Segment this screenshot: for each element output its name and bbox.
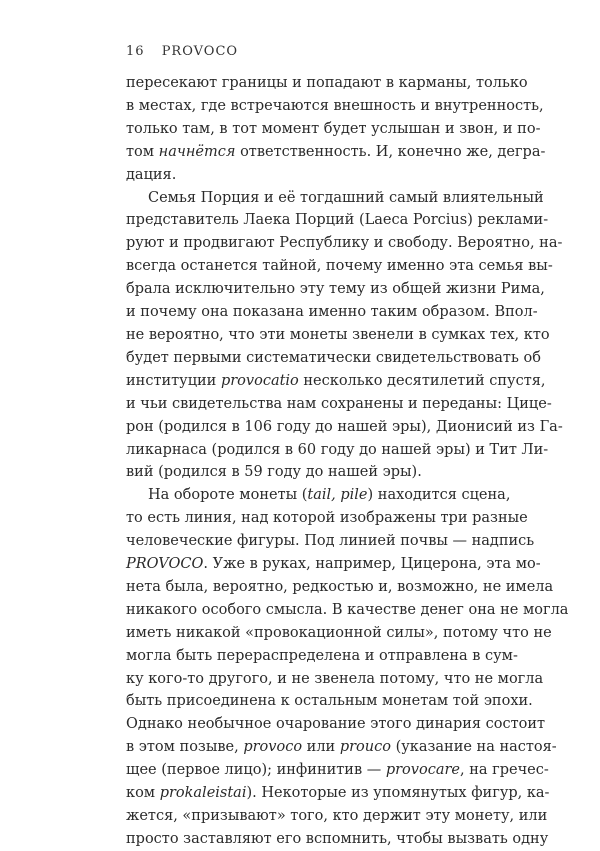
text-segment: ) находится сцена, [367, 487, 511, 504]
text-segment: только там, в тот момент будет услышан и звон, и по- [126, 120, 541, 137]
text-line [126, 118, 541, 141]
text-line: нета была, вероятно, редкостью и, возможно, не имела [126, 578, 554, 595]
text-line: иметь никакой «провокационной силы», потому что не [126, 624, 552, 641]
italic-term: provoco [243, 739, 303, 756]
italic-term: начнётся [158, 143, 236, 160]
text-line: пересекают границы и попадают в карманы, только [126, 75, 528, 91]
text-line [126, 759, 549, 782]
running-head [126, 44, 238, 59]
text-line: рон (родился в 106 году до нашей эры), Дионисий из Га- [126, 418, 563, 435]
text-segment: несколько десятилетий спустя, [298, 372, 546, 389]
page-number: 16 [126, 44, 145, 59]
text-segment: в этом позыве, [126, 739, 244, 756]
text-segment: ). Некоторые из упомянутых фигур, ка- [246, 785, 550, 802]
text-segment: Семья Порция и её тогдашний самый влиятельный [148, 189, 544, 206]
text-line: никакого особого смысла. В качестве денег она не могла [126, 601, 569, 618]
text-line: быть присоединена к остальным монетам той эпохи. [126, 693, 533, 710]
text-line: всегда останется тайной, почему именно эта семья вы- [126, 258, 553, 275]
text-line [126, 782, 550, 805]
text-line: и почему она показана именно таким образом. Впол- [126, 304, 538, 321]
text-segment: . Уже в руках, например, Цицерона, эта мо- [203, 556, 541, 573]
text-line [126, 141, 546, 164]
text-line: брала исключительно эту тему из общей жизни Рима, [126, 281, 545, 298]
text-line: руют и продвигают Республику и свободу. Вероятно, на- [126, 235, 563, 252]
text-line: Однако необычное очарование этого динария состоит [126, 716, 546, 733]
text-line: представитель Лаека Порций (Laeca Porcius) реклами- [126, 212, 549, 229]
text-segment: том [126, 143, 159, 160]
text-line: могла быть перераспределена и отправлена в сум- [126, 647, 518, 664]
text-line [126, 736, 557, 759]
text-segment: щее (первое лицо); инфинитив — [126, 762, 386, 779]
text-segment: На обороте монеты ( [148, 487, 308, 504]
italic-term: PROVOCO [126, 556, 204, 573]
text-line: то есть линия, над которой изображены три разные [126, 510, 528, 527]
text-line [126, 370, 546, 393]
text-line: просто заставляют его вспомнить, чтобы вызвать одну [126, 830, 549, 847]
running-title: PROVOCO [161, 44, 239, 59]
italic-term: provocare [385, 762, 460, 779]
text-line: человеческие фигуры. Под линией почвы — надпись [126, 533, 535, 550]
text-line: будет первыми систематически свидетельствовать об [126, 349, 541, 366]
text-line: дация. [126, 166, 177, 183]
text-segment: или [302, 739, 340, 756]
text-segment: (указание на настоя- [390, 739, 557, 756]
text-segment: ответственность. И, конечно же, дегра- [235, 143, 546, 160]
text-segment: , на гречес- [460, 762, 549, 779]
body-text [126, 72, 569, 851]
text-line: не вероятно, что эти монеты звенели в сумках тех, кто [126, 326, 550, 343]
italic-term: prouco [339, 739, 391, 756]
text-line: и чьи свидетельства нам сохранены и переданы: Цице- [126, 395, 552, 412]
text-line [126, 187, 544, 210]
text-line: ликарнаса (родился в 60 году до нашей эры) и Тит Ли- [126, 441, 549, 458]
text-line: в местах, где встречаются внешность и внутренность, [126, 97, 544, 114]
italic-term: provocatio [220, 372, 299, 389]
text-line [126, 484, 511, 507]
text-line: ку кого-то другого, и не звенела потому, что не могла [126, 670, 544, 687]
text-line: вий (родился в 59 году до нашей эры). [126, 464, 422, 481]
text-line: жется, «призывают» того, кто держит эту монету, или [126, 808, 548, 824]
text-segment: ком [126, 785, 160, 802]
italic-term: prokaleistai [159, 785, 247, 802]
italic-term: tail, pile [307, 487, 368, 504]
text-segment: институции [126, 372, 221, 389]
text-line [126, 553, 541, 576]
